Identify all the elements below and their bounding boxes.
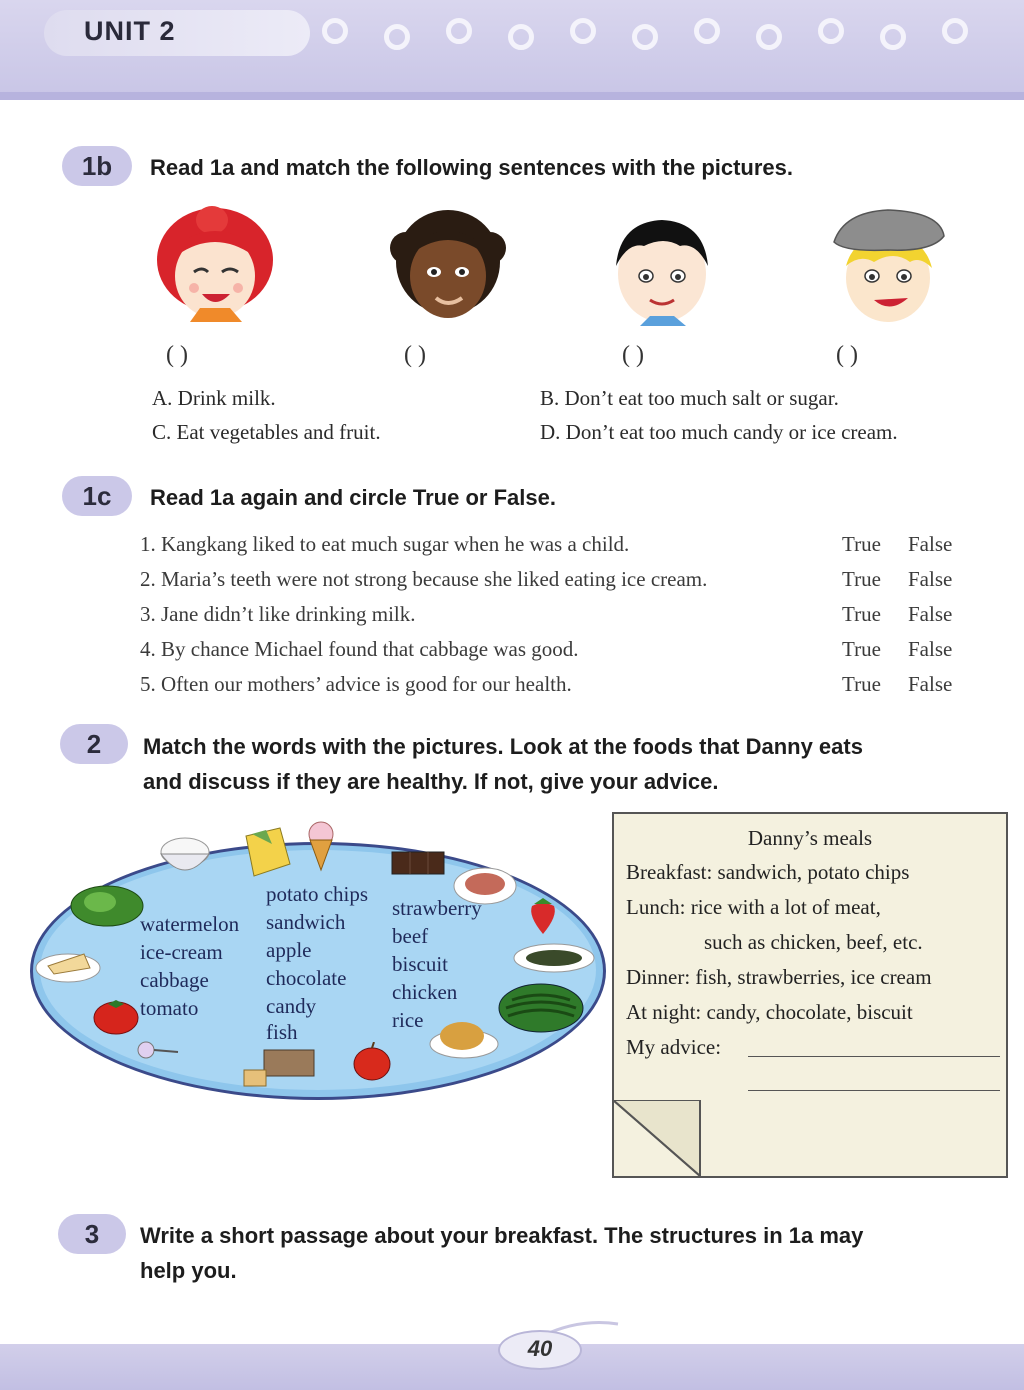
statement-1: 1. Kangkang liked to eat much sugar when he was a child. [140,532,630,556]
false-option[interactable]: False [908,672,953,696]
true-option[interactable]: True [842,567,881,591]
word-biscuit: biscuit [392,952,448,976]
word-strawberry: strawberry [392,896,482,920]
biscuit-icon [240,1044,320,1090]
word-potato-chips: potato chips [266,882,369,906]
false-option[interactable]: False [908,567,953,591]
section-3-instruction-line1: Write a short passage about your breakfast. The structures in 1a may [140,1223,864,1248]
true-option[interactable]: True [842,637,881,661]
section-badge-1b: 1b [62,146,132,186]
sandwich-plate-icon [34,940,102,984]
section-badge-2: 2 [60,724,128,764]
ice-cream-icon [304,820,338,872]
unit-title: UNIT 2 [84,16,176,46]
option-c: C. Eat vegetables and fruit. [152,420,381,444]
false-option[interactable]: False [908,532,953,556]
statement-4: 4. By chance Michael found that cabbage was good. [140,637,579,661]
answer-blank-1[interactable]: ( ) [166,342,188,368]
page-fold-corner [612,1100,702,1178]
word-rice: rice [392,1008,424,1032]
false-option[interactable]: False [908,637,953,661]
ring-decoration [818,18,844,44]
girl-curly-hair-illustration [386,208,510,328]
ring-decoration [446,18,472,44]
word-watermelon: watermelon [140,912,240,936]
word-apple: apple [266,938,312,962]
fish-plate-icon [512,940,596,976]
potato-chips-icon [236,824,296,882]
statement-3: 3. Jane didn’t like drinking milk. [140,602,416,626]
ring-decoration [570,18,596,44]
meals-lunch: Lunch: rice with a lot of meat, [626,895,881,919]
statement-2: 2. Maria’s teeth were not strong because she liked eating ice cream. [140,567,708,591]
section-1b-instruction: Read 1a and match the following sentences with the pictures. [150,155,794,180]
watermelon-icon [496,982,586,1034]
cabbage-icon [68,880,146,928]
true-option[interactable]: True [842,602,881,626]
ring-decoration [880,24,906,50]
option-a: A. Drink milk. [152,386,276,410]
word-fish: fish [266,1020,298,1044]
apple-icon [350,1042,394,1082]
option-d: D. Don’t eat too much candy or ice cream. [540,420,898,444]
word-ice-cream: ice-cream [140,940,223,964]
meals-breakfast: Breakfast: sandwich, potato chips [626,860,910,884]
word-candy: candy [266,994,317,1018]
advice-label: My advice: [626,1035,722,1059]
header-divider [0,92,1024,100]
word-beef: beef [392,924,429,948]
section-1c-instruction: Read 1a again and circle True or False. [150,485,556,510]
true-option[interactable]: True [842,532,881,556]
answer-blank-2[interactable]: ( ) [404,342,426,368]
advice-input-line[interactable] [748,1090,1000,1091]
page-number: 40 [527,1336,553,1361]
ring-decoration [694,18,720,44]
word-chicken: chicken [392,980,458,1004]
option-b: B. Don’t eat too much salt or sugar. [540,386,839,410]
candy-icon [134,1038,182,1064]
ring-decoration [384,24,410,50]
chicken-plate-icon [428,1012,500,1060]
strawberry-icon [526,896,560,936]
section-badge-1c: 1c [62,476,132,516]
true-option[interactable]: True [842,672,881,696]
word-chocolate: chocolate [266,966,347,990]
boy-cap-illustration [824,206,954,330]
chocolate-icon [390,850,446,876]
statement-5: 5. Often our mothers’ advice is good for our health. [140,672,572,696]
ring-decoration [508,24,534,50]
meals-dinner: Dinner: fish, strawberries, ice cream [626,965,932,989]
false-option[interactable]: False [908,602,953,626]
tomato-icon [92,998,140,1036]
answer-blank-3[interactable]: ( ) [622,342,644,368]
ring-decoration [322,18,348,44]
section-3-instruction-line2: help you. [140,1258,237,1283]
word-tomato: tomato [140,996,199,1020]
meals-night: At night: candy, chocolate, biscuit [626,1000,913,1024]
word-sandwich: sandwich [266,910,346,934]
section-badge-3: 3 [58,1214,126,1254]
girl-red-hair-illustration [150,198,280,328]
ring-decoration [942,18,968,44]
meals-lunch-cont: such as chicken, beef, etc. [704,930,923,954]
answer-blank-4[interactable]: ( ) [836,342,858,368]
ring-decoration [632,24,658,50]
rice-bowl-icon [156,836,214,880]
section-2-instruction-line1: Match the words with the pictures. Look at the foods that Danny eats [143,734,863,759]
word-cabbage: cabbage [140,968,209,992]
ring-decoration [756,24,782,50]
advice-input-line[interactable] [748,1056,1000,1057]
section-2-instruction-line2: and discuss if they are healthy. If not, give your advice. [143,769,719,794]
boy-black-hair-illustration [604,212,720,330]
meals-title: Danny’s meals [747,826,873,850]
